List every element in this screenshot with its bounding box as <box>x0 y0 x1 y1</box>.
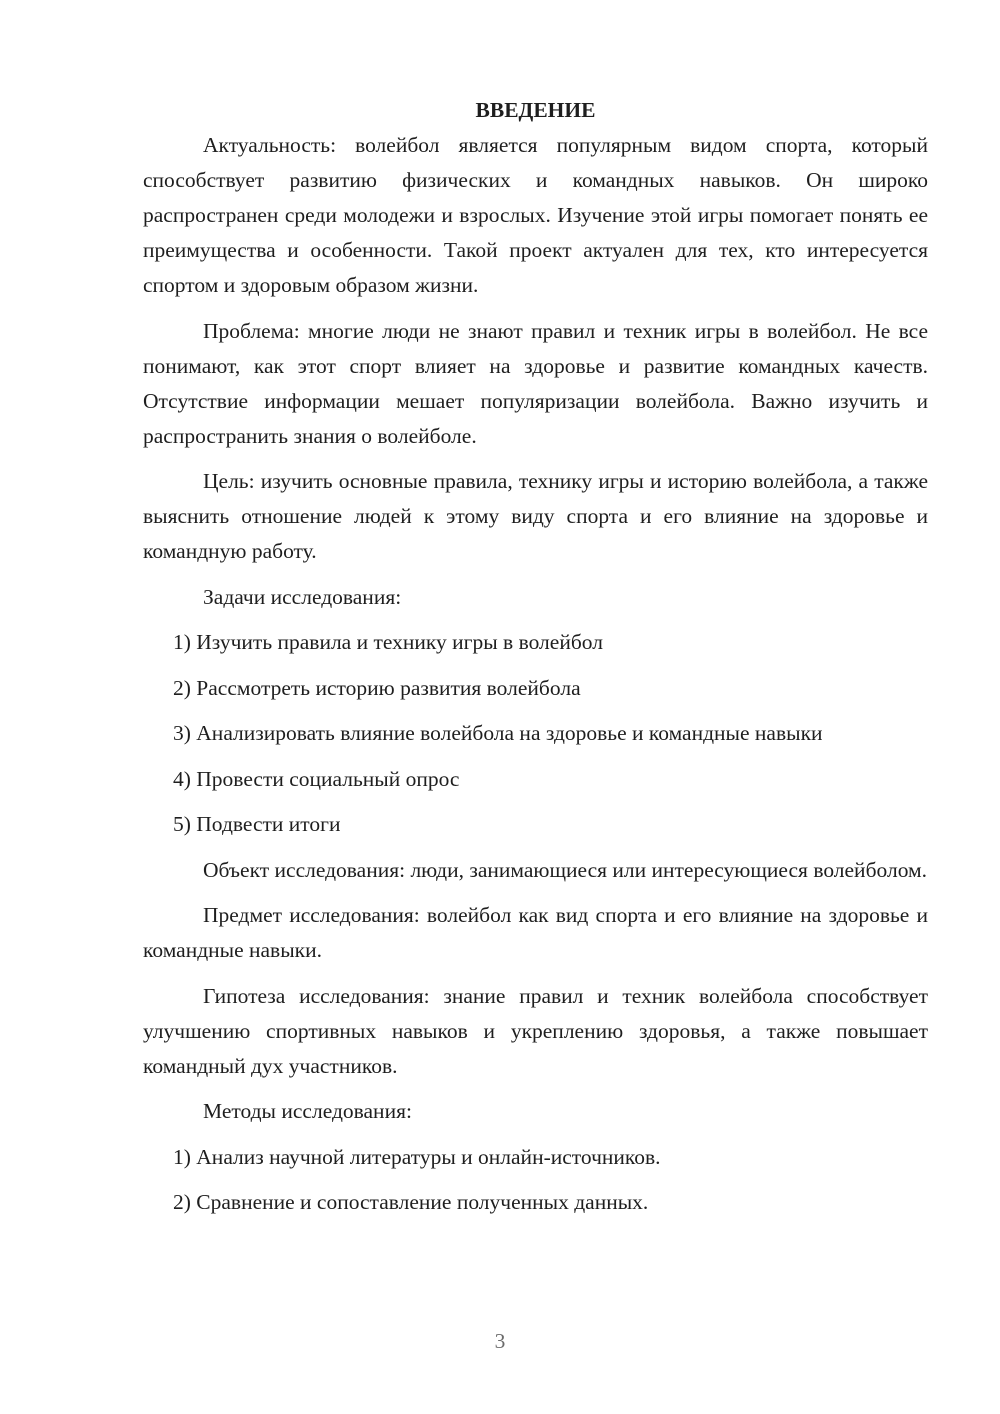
list-item-task-3: 3) Анализировать влияние волейбола на здоровье и командные навыки <box>173 721 823 745</box>
paragraph-subject: Предмет исследования: волейбол как вид спорта и его влияние на здоровье и командные навыки. <box>143 903 928 962</box>
paragraph-goal: Цель: изучить основные правила, технику игры и историю волейбола, а также выяснить отношение людей к этому виду спорта и его влияние на здоровье и командную работу. <box>143 469 928 563</box>
page-body <box>143 93 928 1231</box>
paragraph-object: Объект исследования: люди, занимающиеся или интересующиеся волейболом. <box>203 857 928 882</box>
paragraph-hypothesis: Гипотеза исследования: знание правил и техник волейбола способствует улучшению спортивных навыков и укреплению здоровья, а также повышает командный дух участников. <box>143 983 928 1078</box>
list-item-task-5: 5) Подвести итоги <box>173 812 341 836</box>
list-item-method-2: 2) Сравнение и сопоставление полученных данных. <box>173 1190 649 1214</box>
list-item-method-1: 1) Анализ научной литературы и онлайн-источников. <box>173 1144 661 1169</box>
page-number: 3 <box>494 1329 506 1353</box>
list-item-task-2: 2) Рассмотреть историю развития волейбола <box>173 675 581 700</box>
paragraph-problem: Проблема: многие люди не знают правил и техник игры в волейбол. Не все понимают, как этот спорт влияет на здоровье и развитие командных качеств. Отсутствие информации мешает популяризации волейбола. Важно изучить и распространить знания о волейболе. <box>143 318 928 448</box>
paragraph-tasks-heading: Задачи исследования: <box>203 584 402 609</box>
paragraph-relevance: Актуальность: волейбол является популярным видом спорта, который способствует развитию физических и командных навыков. Он широко распространен среди молодежи и взрослых. Изучение этой игры помогает понять ее преимущества и особенности. Такой проект актуален для тех, кто интересуется спортом и здоровым образом жизни. <box>143 133 928 297</box>
list-item-task-4: 4) Провести социальный опрос <box>173 766 460 791</box>
section-title: ВВЕДЕНИЕ <box>475 98 596 122</box>
paragraph-methods-heading: Методы исследования: <box>203 1099 412 1123</box>
list-item-task-1: 1) Изучить правила и технику игры в волейбол <box>173 630 603 654</box>
